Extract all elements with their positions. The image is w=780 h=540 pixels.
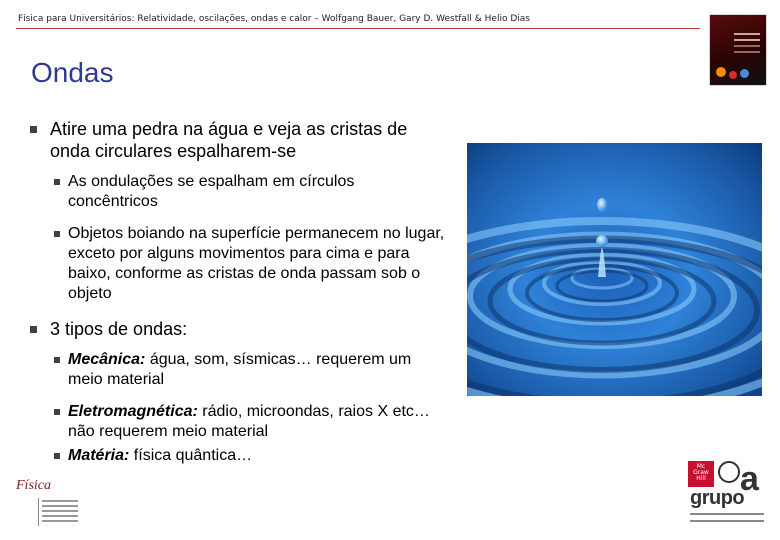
- sub-bullet-electromagnetic: Eletromagnética: rádio, microondas, raios X etc… não requerem meio material: [50, 402, 448, 442]
- grupo-a-wordmark: grupo: [690, 487, 745, 509]
- book-cover-image: [710, 15, 766, 85]
- bullet-square-icon: [54, 357, 60, 363]
- sub-bullet-mechanical: Mecânica: água, som, sísmicas… requerem um meio material: [50, 350, 448, 390]
- book-series-logo: Física: [16, 478, 86, 528]
- bullet-wave-types: 3 tipos de ondas:: [28, 318, 448, 340]
- bullet-square-icon: [54, 231, 60, 237]
- publisher-logo: [688, 461, 768, 529]
- mcgraw-hill-logo-icon: Mc Graw Hill: [688, 461, 714, 487]
- sub-bullet-matter: Matéria: física quântica…: [50, 446, 448, 466]
- slide-content: [28, 118, 448, 478]
- bullet-square-icon: [30, 126, 37, 133]
- bullet-square-icon: [54, 453, 60, 459]
- running-header: Física para Universitários: Relatividade, oscilações, ondas e calor – Wolfgang Bauer, Gary D. Westfall & Helio Dias: [18, 14, 530, 24]
- slide-title: Ondas: [31, 57, 114, 88]
- seal-icon: [718, 461, 740, 483]
- sub-bullet-concentric: As ondulações se espalham em círculos concêntricos: [50, 172, 448, 212]
- bullet-square-icon: [30, 326, 37, 333]
- bullet-square-icon: [54, 409, 60, 415]
- bullet-square-icon: [54, 179, 60, 185]
- bullet-stone-in-water: Atire uma pedra na água e veja as cristas de onda circulares espalharem-se: [28, 118, 448, 162]
- water-ripple-photo: [467, 143, 762, 396]
- sub-bullet-floating-objects: Objetos boiando na superfície permanecem no lugar, exceto por alguns movimentos para cima e para baixo, conforme as cristas de onda passam sob o objeto: [50, 224, 448, 304]
- grupo-a-letter-icon: a: [740, 460, 759, 498]
- header-divider: [16, 28, 700, 29]
